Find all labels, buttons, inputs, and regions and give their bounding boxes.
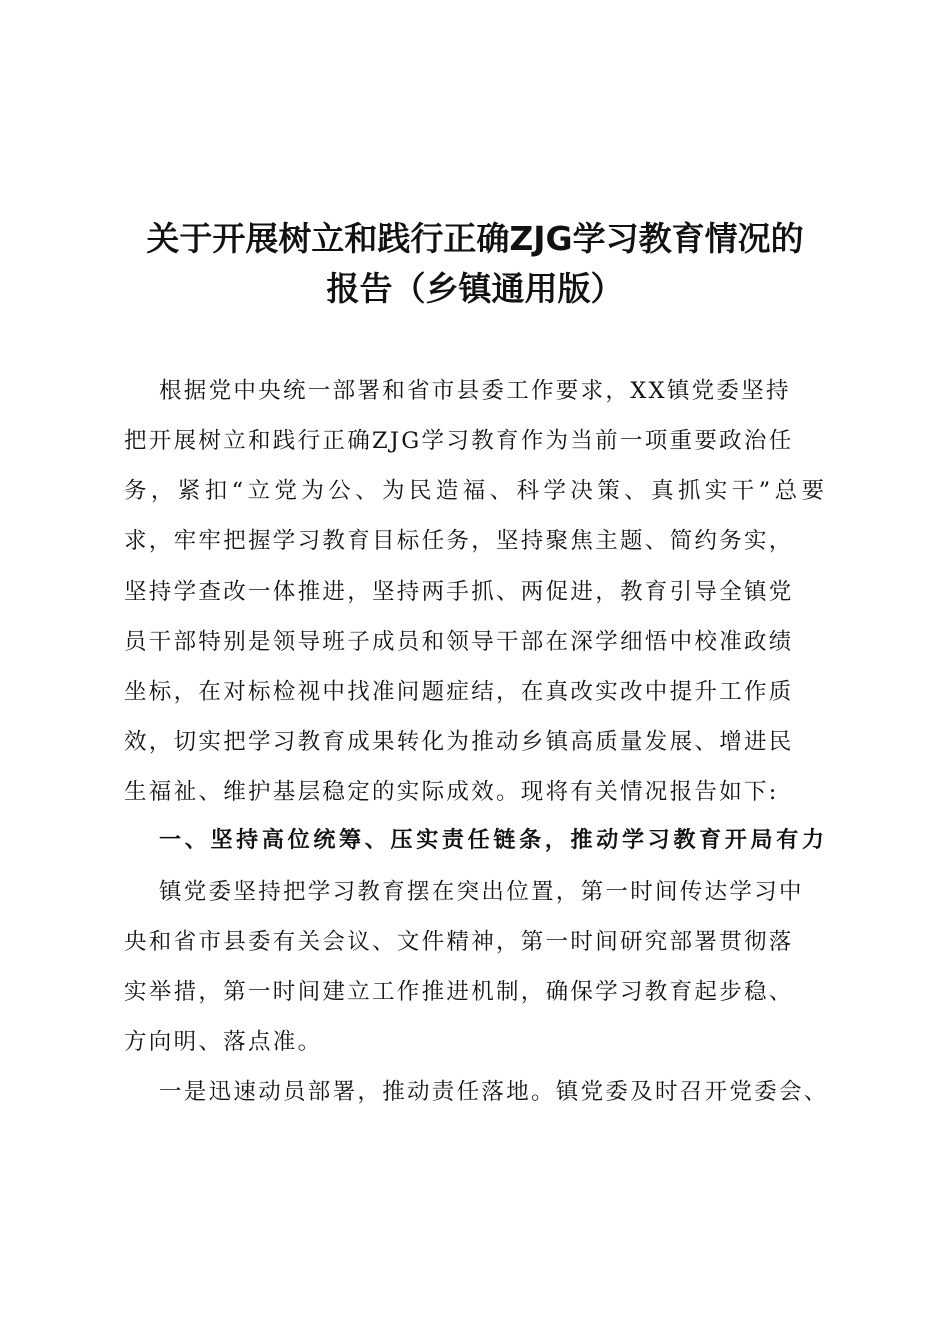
subpoint-1-line: 一是迅速动员部署，推动责任落地。镇党委及时召开党委会、 [159, 1079, 829, 1105]
intro-line-6: 员干部特别是领导班子成员和领导干部在深学细悟中校准政绩 [124, 629, 794, 655]
section-1-line-4: 方向明、落点准。 [124, 1029, 323, 1055]
intro-line-3: 务，紧扣“立党为公、为民造福、科学决策、真抓实干”总要 [124, 478, 824, 504]
document-title-line-1: 关于开展树立和践行正确ZJG学习教育情况的 [146, 219, 804, 258]
intro-line-4: 求，牢牢把握学习教育目标任务，坚持聚焦主题、简约务实， [124, 528, 794, 554]
section-1-line-3: 实举措，第一时间建立工作推进机制，确保学习教育起步稳、 [124, 979, 794, 1005]
intro-line-9: 生福祉、维护基层稳定的实际成效。现将有关情况报告如下: [124, 779, 779, 805]
section-1-heading: 一、坚持高位统筹、压实责任链条，推动学习教育开局有力 [159, 828, 824, 853]
intro-line-1: 根据党中央统一部署和省市县委工作要求，XX镇党委坚持 [159, 378, 791, 404]
intro-line-2: 把开展树立和践行正确ZJG学习教育作为当前一项重要政治任 [124, 428, 794, 454]
intro-line-5: 坚持学查改一体推进，坚持两手抓、两促进，教育引导全镇党 [124, 579, 794, 605]
intro-line-8: 效，切实把学习教育成果转化为推动乡镇高质量发展、增进民 [124, 729, 794, 755]
intro-line-7: 坐标，在对标检视中找准问题症结，在真改实改中提升工作质 [124, 679, 794, 705]
section-1-line-2: 央和省市县委有关会议、文件精神，第一时间研究部署贯彻落 [124, 929, 794, 955]
document-title-line-2: 报告（乡镇通用版） [326, 269, 624, 308]
section-1-line-1: 镇党委坚持把学习教育摆在突出位置，第一时间传达学习中 [159, 879, 804, 905]
